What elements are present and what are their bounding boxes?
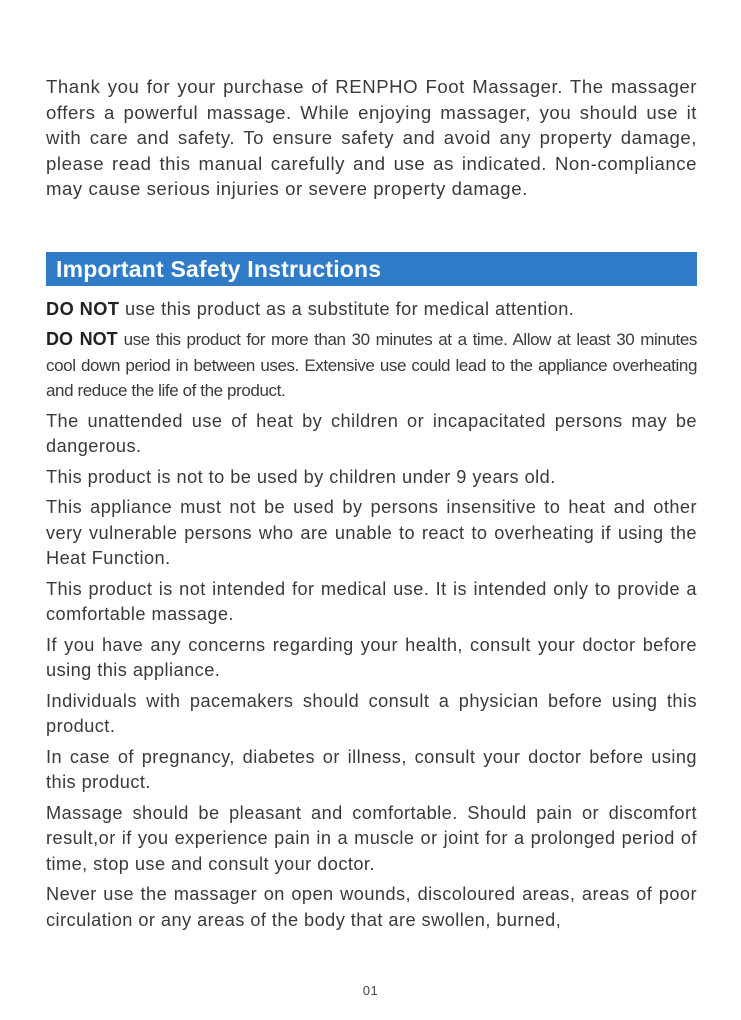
instruction-item: The unattended use of heat by children or incapacitated persons may be dangerous. (46, 410, 697, 456)
instruction-text: use this product for more than 30 minutes at a time. Allow at least 30 minutes cool down period in between uses. Extensive use could lead to the appliance overheating and reduce the life of the product. (46, 330, 697, 400)
emphasis-text: DO NOT (46, 298, 120, 319)
instruction-item: Individuals with pacemakers should consult a physician before using this product. (46, 690, 697, 736)
instruction-text: use this product as a substitute for medical attention. (119, 298, 575, 319)
instruction-item (46, 327, 697, 404)
instruction-item (46, 297, 697, 323)
safety-instructions-list (46, 297, 697, 934)
instruction-item: If you have any concerns regarding your health, consult your doctor before using this appliance. (46, 634, 697, 680)
emphasis-text: DO NOT (46, 329, 118, 349)
instruction-item: This product is not intended for medical use. It is intended only to provide a comfortable massage. (46, 578, 697, 624)
intro-paragraph: Thank you for your purchase of RENPHO Foot Massager. The massager offers a powerful massage. While enjoying massager, you should use it with care and safety. To ensure safety and avoid any property damage, please read this manual carefully and use as indicated. Non-compliance may cause serious injuries or severe property damage. (46, 76, 697, 199)
section-title-banner: Important Safety Instructions (46, 252, 697, 286)
instruction-item: Never use the massager on open wounds, discoloured areas, areas of poor circulation or any areas of the body that are swollen, burned, (46, 884, 697, 930)
instruction-item: Massage should be pleasant and comfortable. Should pain or discomfort result,or if you experience pain in a muscle or joint for a prolonged period of time, stop use and consult your doctor. (46, 802, 697, 874)
instruction-item: This product is not to be used by children under 9 years old. (46, 466, 556, 487)
manual-page (46, 74, 697, 938)
instruction-item: In case of pregnancy, diabetes or illness, consult your doctor before using this product. (46, 746, 697, 792)
page-number: 01 (362, 983, 379, 998)
instruction-item: This appliance must not be used by persons insensitive to heat and other very vulnerable persons who are unable to react to overheating if using the Heat Function. (46, 497, 697, 568)
